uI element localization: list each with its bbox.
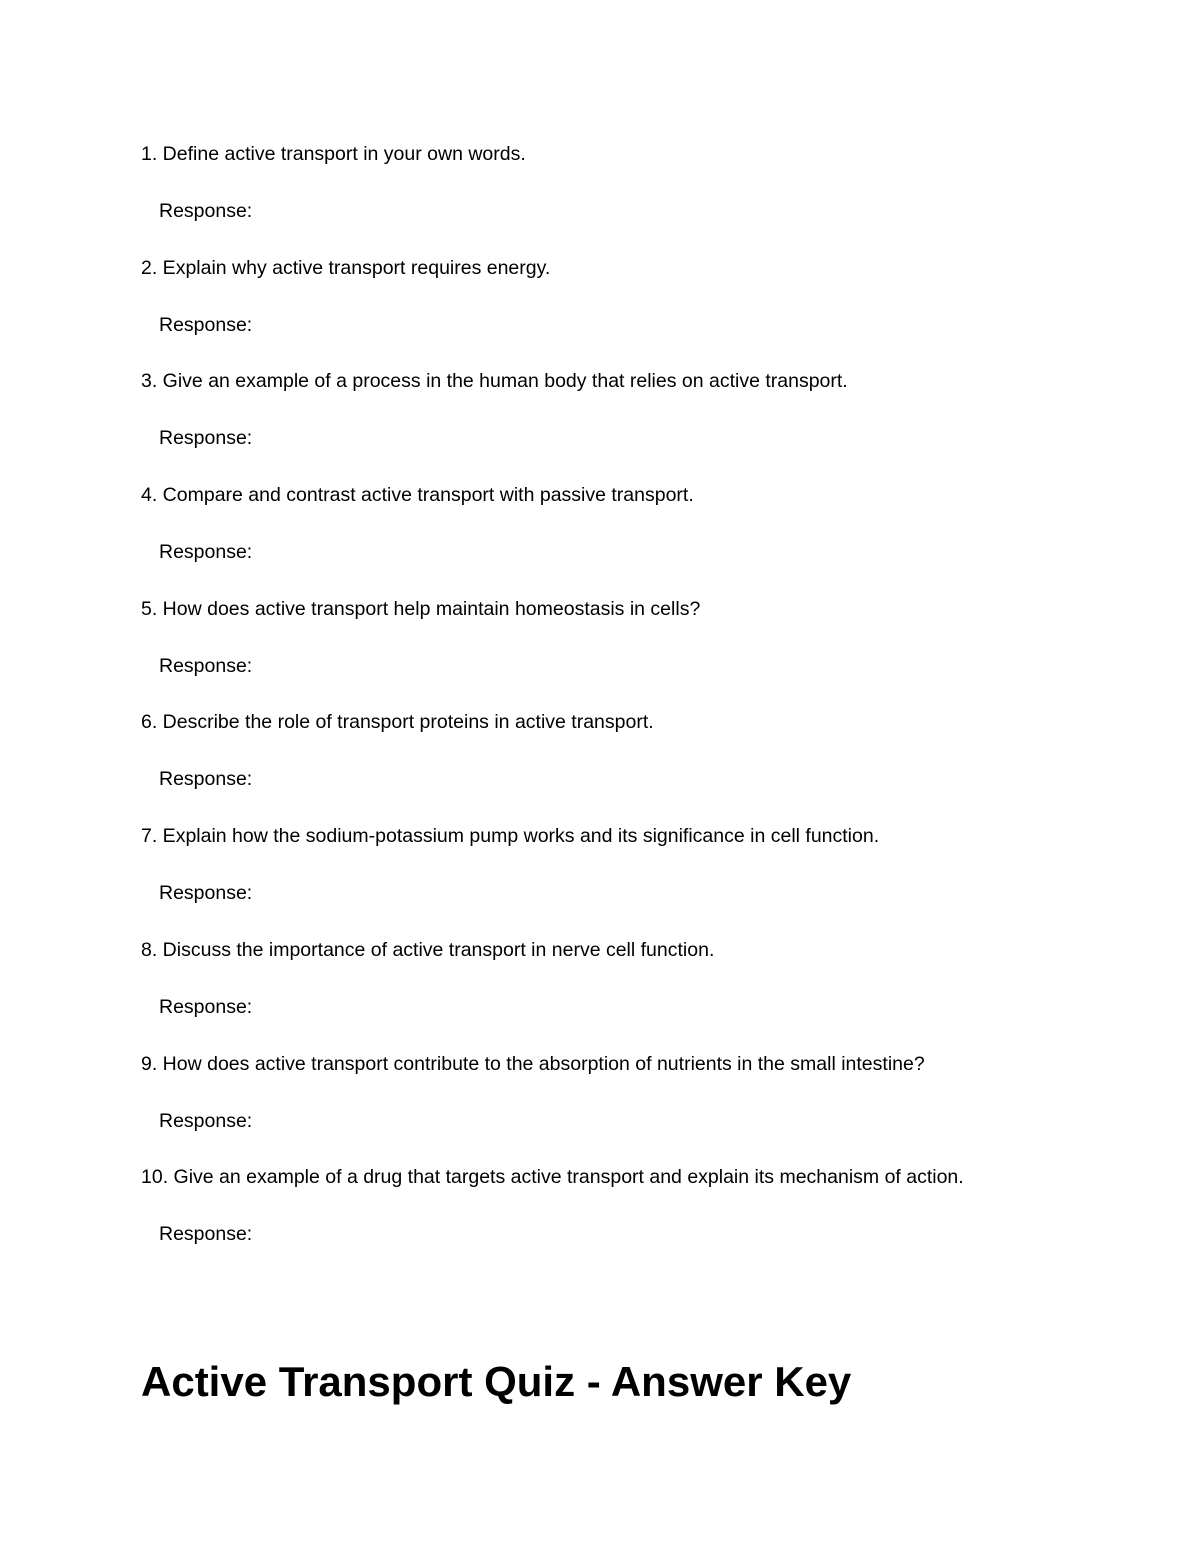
question-text: Explain why active transport requires energy. — [157, 256, 551, 279]
question-item — [141, 823, 1081, 937]
question-number: 1. — [141, 143, 158, 165]
question-number: 2. — [141, 256, 158, 279]
question-text: Give an example of a process in the human body that relies on active transport. — [157, 370, 848, 393]
question-text: Describe the role of transport proteins in active transport. — [157, 711, 654, 734]
question-prompt — [141, 1164, 964, 1190]
question-item — [141, 141, 1081, 255]
response-label: Response: — [159, 654, 253, 677]
answer-key-heading: Active Transport Quiz - Answer Key — [141, 1358, 852, 1405]
question-item — [141, 1051, 1081, 1165]
question-number: 3. — [141, 370, 158, 393]
question-text: Compare and contrast active transport with passive transport. — [157, 484, 694, 507]
question-prompt — [141, 937, 714, 963]
question-item — [141, 596, 1081, 710]
question-text: Define active transport in your own words. — [157, 143, 526, 165]
response-label: Response: — [159, 882, 253, 905]
question-item — [141, 937, 1081, 1051]
response-label: Response: — [159, 313, 253, 336]
response-label: Response: — [159, 1223, 253, 1246]
question-number: 6. — [141, 711, 158, 734]
question-item — [141, 368, 1081, 482]
question-number: 8. — [141, 938, 158, 961]
question-text: Give an example of a drug that targets active transport and explain its mechanism of action. — [168, 1166, 964, 1189]
question-number: 7. — [141, 825, 158, 848]
question-item — [141, 709, 1081, 823]
question-item — [141, 482, 1081, 596]
response-label: Response: — [159, 541, 253, 564]
question-prompt — [141, 141, 526, 167]
question-item — [141, 1164, 1081, 1278]
response-label: Response: — [159, 1109, 253, 1132]
question-number: 4. — [141, 484, 158, 507]
question-number: 5. — [141, 597, 158, 620]
question-item — [141, 255, 1081, 369]
question-prompt — [141, 596, 700, 622]
question-text: Explain how the sodium-potassium pump works and its significance in cell function. — [157, 825, 880, 848]
question-text: How does active transport contribute to the absorption of nutrients in the small intestine? — [157, 1052, 925, 1075]
question-prompt — [141, 709, 654, 735]
question-prompt — [141, 255, 550, 281]
response-label: Response: — [159, 995, 253, 1018]
response-label: Response: — [159, 427, 253, 450]
question-prompt — [141, 1051, 925, 1077]
response-label: Response: — [159, 768, 253, 791]
question-text: How does active transport help maintain homeostasis in cells? — [157, 597, 701, 620]
question-number: 10. — [141, 1166, 169, 1189]
response-label: Response: — [159, 200, 253, 222]
question-list — [141, 141, 1081, 1278]
question-prompt — [141, 482, 694, 508]
question-number: 9. — [141, 1052, 158, 1075]
question-prompt — [141, 823, 879, 849]
question-prompt — [141, 368, 848, 394]
question-text: Discuss the importance of active transport in nerve cell function. — [157, 938, 715, 961]
